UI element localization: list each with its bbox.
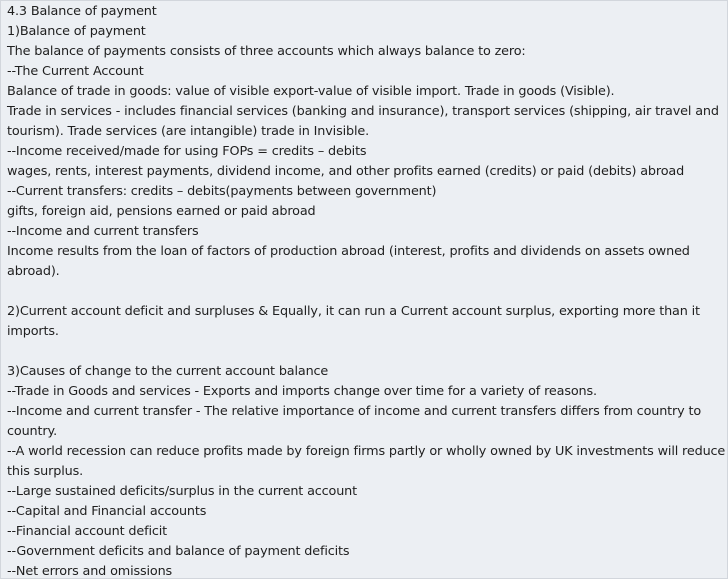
text-line: --Large sustained deficits/surplus in the current account [7, 484, 358, 499]
text-line: this surplus. [7, 464, 84, 479]
text-line: --Income received/made for using FOPs = credits – debits [7, 144, 367, 159]
section-heading: 4.3 Balance of payment [7, 4, 157, 19]
text-line: tourism). Trade services (are intangible) trade in Invisible. [7, 124, 370, 139]
text-line: --Net errors and omissions [7, 564, 173, 579]
text-line: Balance of trade in goods: value of visible export-value of visible import. Trade in goods (Visible). [7, 84, 615, 99]
text-line: wages, rents, interest payments, dividend income, and other profits earned (credits) or paid (debits) abroad [7, 164, 685, 179]
text-line: imports. [7, 324, 59, 339]
text-line: --A world recession can reduce profits made by foreign firms partly or wholly owned by UK investments will reduce [7, 444, 726, 459]
text-line: --Current transfers: credits – debits(payments between government) [7, 184, 437, 199]
text-line: country. [7, 424, 57, 439]
text-line: gifts, foreign aid, pensions earned or paid abroad [7, 204, 316, 219]
subheading-current-account: --The Current Account [7, 64, 144, 79]
blank-line [7, 282, 721, 302]
subheading-causes-of-change: 3)Causes of change to the current account balance [7, 364, 329, 379]
text-line: --Income and current transfers [7, 224, 199, 239]
text-line: --Government deficits and balance of payment deficits [7, 544, 350, 559]
text-line: Trade in services - includes financial services (banking and insurance), transport services (shipping, air travel and [7, 104, 719, 119]
text-line: --Trade in Goods and services - Exports and imports change over time for a variety of reasons. [7, 384, 597, 399]
text-line: --Financial account deficit [7, 524, 168, 539]
text-line: Income results from the loan of factors of production abroad (interest, profits and dividends on assets owned [7, 244, 690, 259]
blank-line [7, 342, 721, 362]
text-line: --Capital and Financial accounts [7, 504, 207, 519]
subheading-balance-of-payment: 1)Balance of payment [7, 24, 146, 39]
text-line: abroad). [7, 264, 60, 279]
text-line: The balance of payments consists of three accounts which always balance to zero: [7, 44, 526, 59]
subheading-current-account-deficit: 2)Current account deficit and surpluses & Equally, it can run a Current account surplus, exporting more than it [7, 304, 700, 319]
text-line: --Income and current transfer - The relative importance of income and current transfers differs from country to [7, 404, 702, 419]
